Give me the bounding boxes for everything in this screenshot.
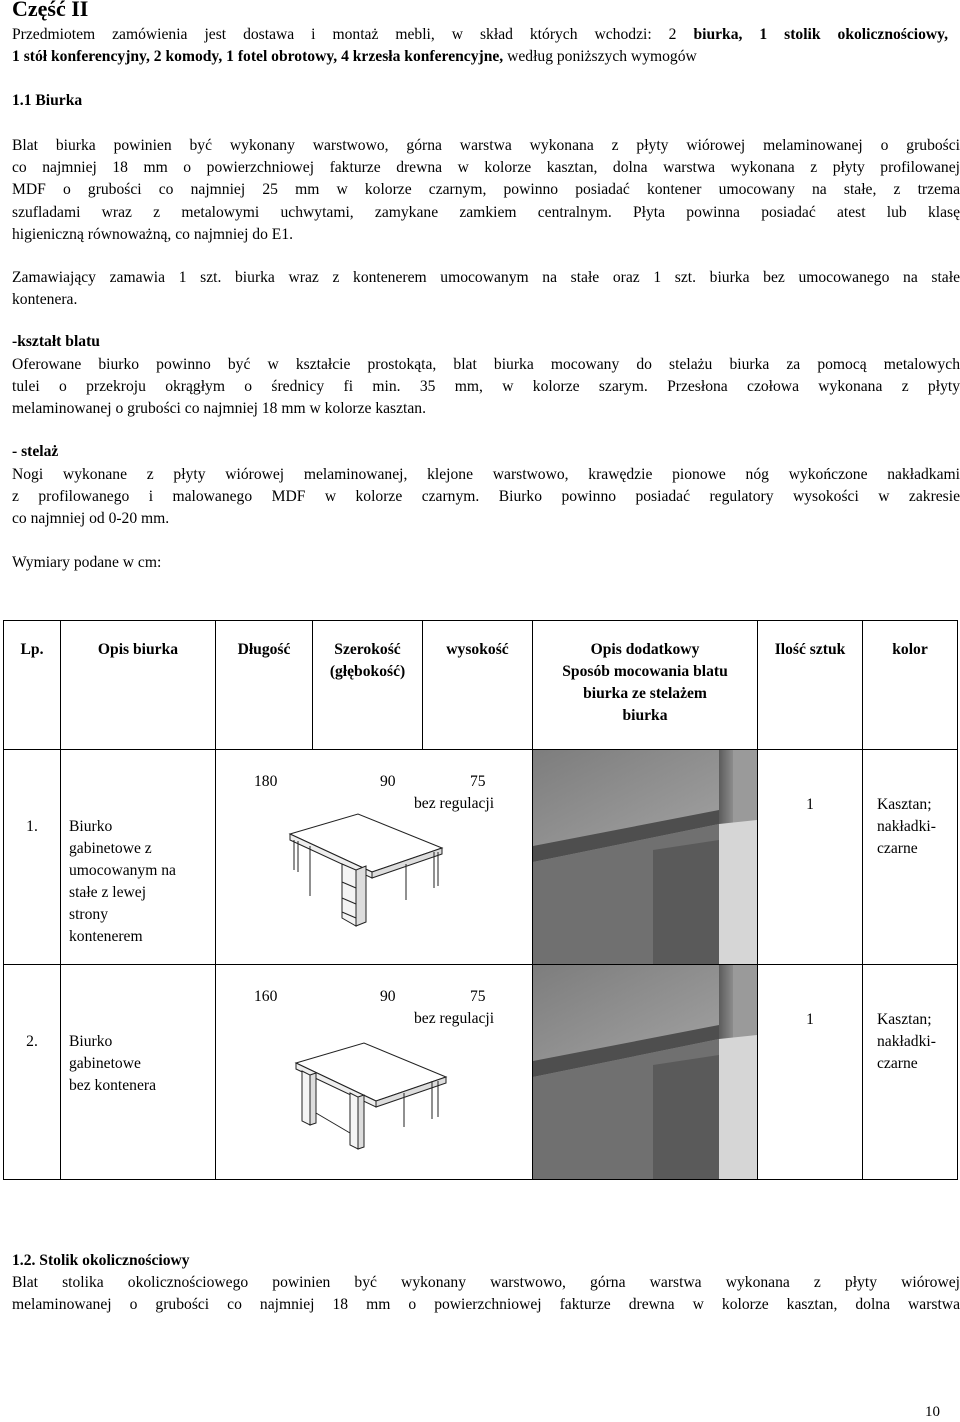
length-value: 180 (254, 773, 278, 790)
intro-line-2: 1 stół konferencyjny, 2 komody, 1 fotel obrotowy, 4 krzesła konferencyjne, według poniższych wymogów (12, 48, 697, 66)
header-extra: Opis dodatkowy Sposób mocowania blatu biurka ze stelażem biurka (533, 621, 758, 750)
intro-paragraph (12, 24, 948, 68)
side-table-paragraph (12, 1272, 960, 1316)
row-photo (533, 965, 758, 1180)
intro-line-1: Przedmiotem zamówienia jest dostawa i montaż mebli, w skład których wchodzi: 2 biurka, 1 stolik okolicznościowy, (12, 26, 948, 43)
row-dimensions (216, 965, 533, 1180)
text-line: Blat stolika okolicznościowego powinien być wykonany warstwowo, górna warstwa wykonana z płyty wiórowej (12, 1274, 960, 1291)
shape-paragraph (12, 354, 960, 421)
order-paragraph (12, 267, 960, 311)
table-header-row (4, 621, 958, 750)
header-qty: Ilość sztuk (758, 621, 863, 750)
width-value: 90 (380, 773, 396, 790)
header-width: Szerokość (głębokość) (313, 621, 423, 750)
page-number: 10 (925, 1404, 940, 1420)
row-color: Kasztan; nakładki- czarne (863, 965, 958, 1180)
text-line: melaminowanej o grubości co najmniej 18 mm o powierzchniowej fakturze drewna w kolorze kasztan, dolna warstwa (12, 1296, 960, 1314)
row-lp: 2. (4, 965, 61, 1180)
width-value: 90 (380, 988, 396, 1005)
section-heading-1-2: 1.2. Stolik okolicznościowy (12, 1252, 190, 1269)
row-dimensions (216, 750, 533, 965)
table-row (4, 750, 958, 965)
length-value: 160 (254, 988, 278, 1005)
height-note: bez regulacji (414, 1010, 495, 1027)
header-color: kolor (863, 621, 958, 750)
desk-without-container-drawing (292, 1037, 452, 1152)
text-line: Blat biurka powinien być wykonany warstwowo, górna warstwa wykonana z płyty wiórowej melaminowanej o grubości (12, 137, 960, 154)
text-line: co najmniej 18 mm o powierzchniowej fakturze drewna w kolorze kasztan, dolna warstwa wykonana z płyty profilowanej (12, 159, 960, 177)
desk-top-paragraph (12, 135, 960, 246)
dimensions-note: Wymiary podane w cm: (12, 554, 162, 571)
header-desc: Opis biurka (61, 621, 216, 750)
row-qty: 1 (758, 965, 863, 1180)
row-desc: Biurko gabinetowe bez kontenera (61, 965, 216, 1180)
desk-edge-photo (533, 750, 757, 964)
text-line: szufladami wraz z metalowymi uchwytami, zamykane zamkiem centralnym. Płyta powinna posiadać atest lub klasę (12, 203, 960, 221)
height-note: bez regulacji (414, 795, 495, 812)
row-color: Kasztan; nakładki- czarne (863, 750, 958, 965)
row-photo (533, 750, 758, 965)
page-title: Część II (12, 0, 89, 21)
frame-paragraph (12, 464, 960, 531)
row-lp: 1. (4, 750, 61, 965)
section-heading-1-1: 1.1 Biurka (12, 92, 83, 109)
text-line: melaminowanej o grubości co najmniej 18 mm w kolorze kasztan. (12, 400, 426, 418)
text-line: Zamawiający zamawia 1 szt. biurka wraz z kontenerem umocowanym na stałe oraz 1 szt. biurka bez umocowanego na stałe (12, 269, 960, 286)
text-line: co najmniej od 0-20 mm. (12, 510, 170, 528)
height-value: 75 (470, 773, 486, 790)
text-line: z profilowanego i malowanego MDF w kolorze czarnym. Biurko powinno posiadać regulatory wysokości w zakresie (12, 488, 960, 506)
row-desc: Biurko gabinetowe z umocowanym na stałe z lewej strony kontenerem (61, 750, 216, 965)
shape-heading: -kształt blatu (12, 333, 100, 350)
text-line: Oferowane biurko powinno być w kształcie prostokąta, blat biurka mocowany do stelażu biurka za pomocą metalowych (12, 356, 960, 373)
table-row (4, 965, 958, 1180)
text-line: tulei o przekroju okrągłym o średnicy fi min. 35 mm, w kolorze szarym. Przesłona czołowa wykonana z płyty (12, 378, 960, 396)
header-lp: Lp. (4, 621, 61, 750)
text-line: kontenera. (12, 291, 78, 309)
text-line: Nogi wykonane z płyty wiórowej melaminowanej, klejone warstwowo, krawędzie pionowe nóg wykończone nakładkami (12, 466, 960, 483)
height-value: 75 (470, 988, 486, 1005)
text-line: higieniczną równoważną, co najmniej do E1. (12, 225, 294, 243)
row-qty: 1 (758, 750, 863, 965)
desk-edge-photo (533, 965, 757, 1179)
header-height: wysokość (423, 621, 533, 750)
desk-with-container-drawing (286, 808, 446, 928)
frame-heading: - stelaż (12, 443, 59, 460)
desk-spec-table (3, 620, 958, 1180)
header-length: Długość (216, 621, 313, 750)
text-line: MDF o grubości co najmniej 25 mm w kolorze czarnym, powinno posiadać kontener umocowany na stałe, z trzema (12, 181, 960, 199)
